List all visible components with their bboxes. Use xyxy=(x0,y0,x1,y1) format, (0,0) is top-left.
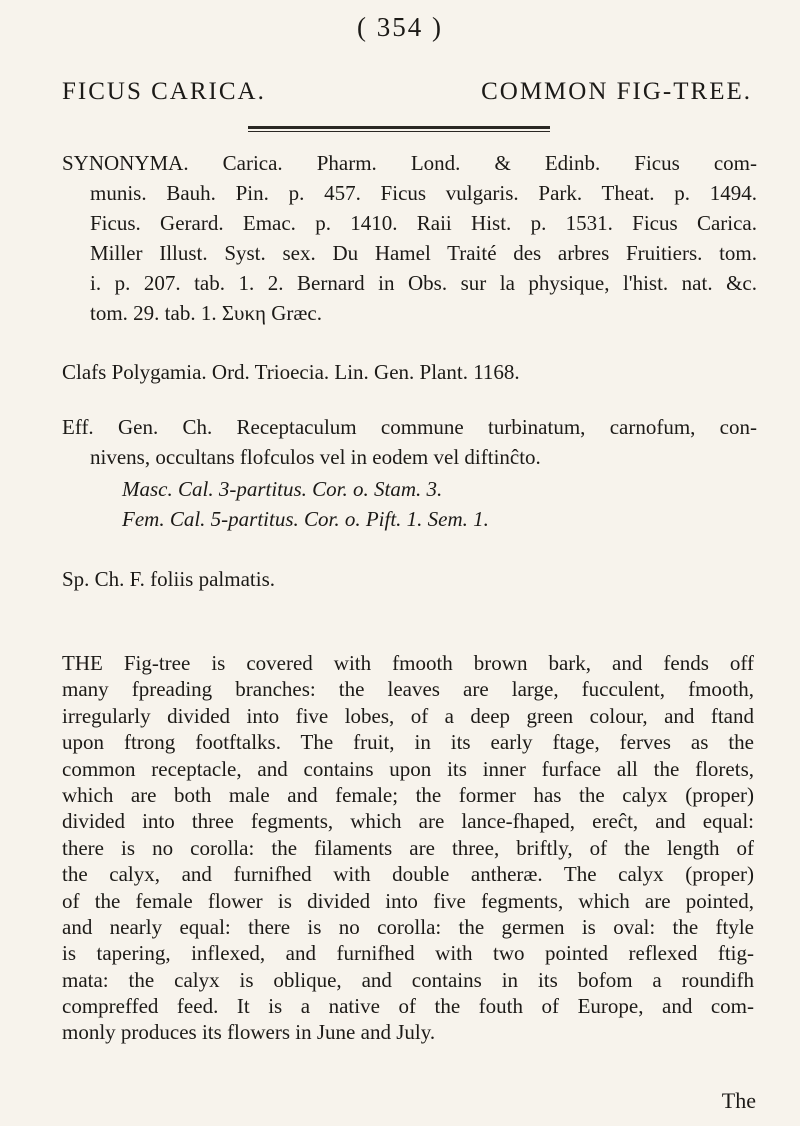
body-line: and nearly equal: there is no corolla: the germen is oval: the ftyle xyxy=(62,914,754,939)
body-line: is tapering, inflexed, and furnifhed with two pointed reflexed ftig- xyxy=(62,941,754,966)
fem-line: Fem. Cal. 5-partitus. Cor. o. Pift. 1. Sem. 1. xyxy=(122,507,489,531)
body-line: upon ftrong footftalks. The fruit, in its early ftage, ferves as the xyxy=(62,730,754,755)
species-line xyxy=(62,564,757,594)
masc-line: Masc. Cal. 3-partitus. Cor. o. Stam. 3. xyxy=(122,477,443,501)
classis-line xyxy=(62,357,757,387)
body-line: mata: the calyx is oblique, and contains in its bofom a roundifh xyxy=(62,967,754,992)
latin-name-heading: FICUS CARICA. xyxy=(62,78,266,105)
body-line: the calyx, and furnifhed with double antheræ. The calyx (proper) xyxy=(62,862,754,887)
description-paragraph xyxy=(62,650,754,1046)
synonyma-line: Ficus. Gerard. Emac. p. 1410. Raii Hist. p. 1531. Ficus Carica. xyxy=(90,211,757,235)
page-number: ( 354 ) xyxy=(357,12,443,42)
body-line: common receptacle, and contains upon its inner furface all the florets, xyxy=(62,756,754,781)
essential-character xyxy=(62,412,757,472)
header-rule-thin xyxy=(248,131,550,132)
body-line: divided into three fegments, which are lance-fhaped, ereĉt, and equal: xyxy=(62,809,754,834)
synonyma-line: SYNONYMA. Carica. Pharm. Lond. & Edinb. Ficus com- xyxy=(62,151,757,175)
synonyma-section xyxy=(62,148,757,328)
body-line: there is no corolla: the filaments are three, briftly, of the length of xyxy=(62,835,754,860)
essential-line: Eff. Gen. Ch. Receptaculum commune turbinatum, carnofum, con- xyxy=(62,415,757,439)
species-text: Sp. Ch. F. foliis palmatis. xyxy=(62,567,276,591)
classis-text: Clafs Polygamia. Ord. Trioecia. Lin. Gen. Plant. 1168. xyxy=(62,360,520,384)
body-line: THE Fig-tree is covered with fmooth brown bark, and fends off xyxy=(62,651,754,675)
body-line: many fpreading branches: the leaves are large, fucculent, fmooth, xyxy=(62,677,754,702)
synonyma-line: i. p. 207. tab. 1. 2. Bernard in Obs. sur la physique, l'hist. nat. &c. xyxy=(90,271,757,295)
synonyma-line: Miller Illust. Syst. sex. Du Hamel Traité des arbres Fruitiers. tom. xyxy=(90,241,757,265)
common-name-heading: COMMON FIG-TREE. xyxy=(481,78,752,105)
catchword: The xyxy=(721,1088,756,1113)
running-header xyxy=(62,78,752,106)
body-line: of the female flower is divided into five fegments, which are pointed, xyxy=(62,888,754,913)
header-rule-thick xyxy=(248,126,550,129)
flower-characters xyxy=(62,474,757,534)
body-line: which are both male and female; the former has the calyx (proper) xyxy=(62,782,754,807)
synonyma-line: tom. 29. tab. 1. Συκη Græc. xyxy=(90,301,322,325)
synonyma-line: munis. Bauh. Pin. p. 457. Ficus vulgaris. Park. Theat. p. 1494. xyxy=(90,181,757,205)
essential-line: nivens, occultans flofculos vel in eodem vel diftinĉto. xyxy=(90,445,541,469)
body-line: compreffed feed. It is a native of the fouth of Europe, and com- xyxy=(62,994,754,1019)
body-line: monly produces its flowers in June and July. xyxy=(62,1020,436,1045)
body-line: irregularly divided into five lobes, of a deep green colour, and ftand xyxy=(62,703,754,728)
